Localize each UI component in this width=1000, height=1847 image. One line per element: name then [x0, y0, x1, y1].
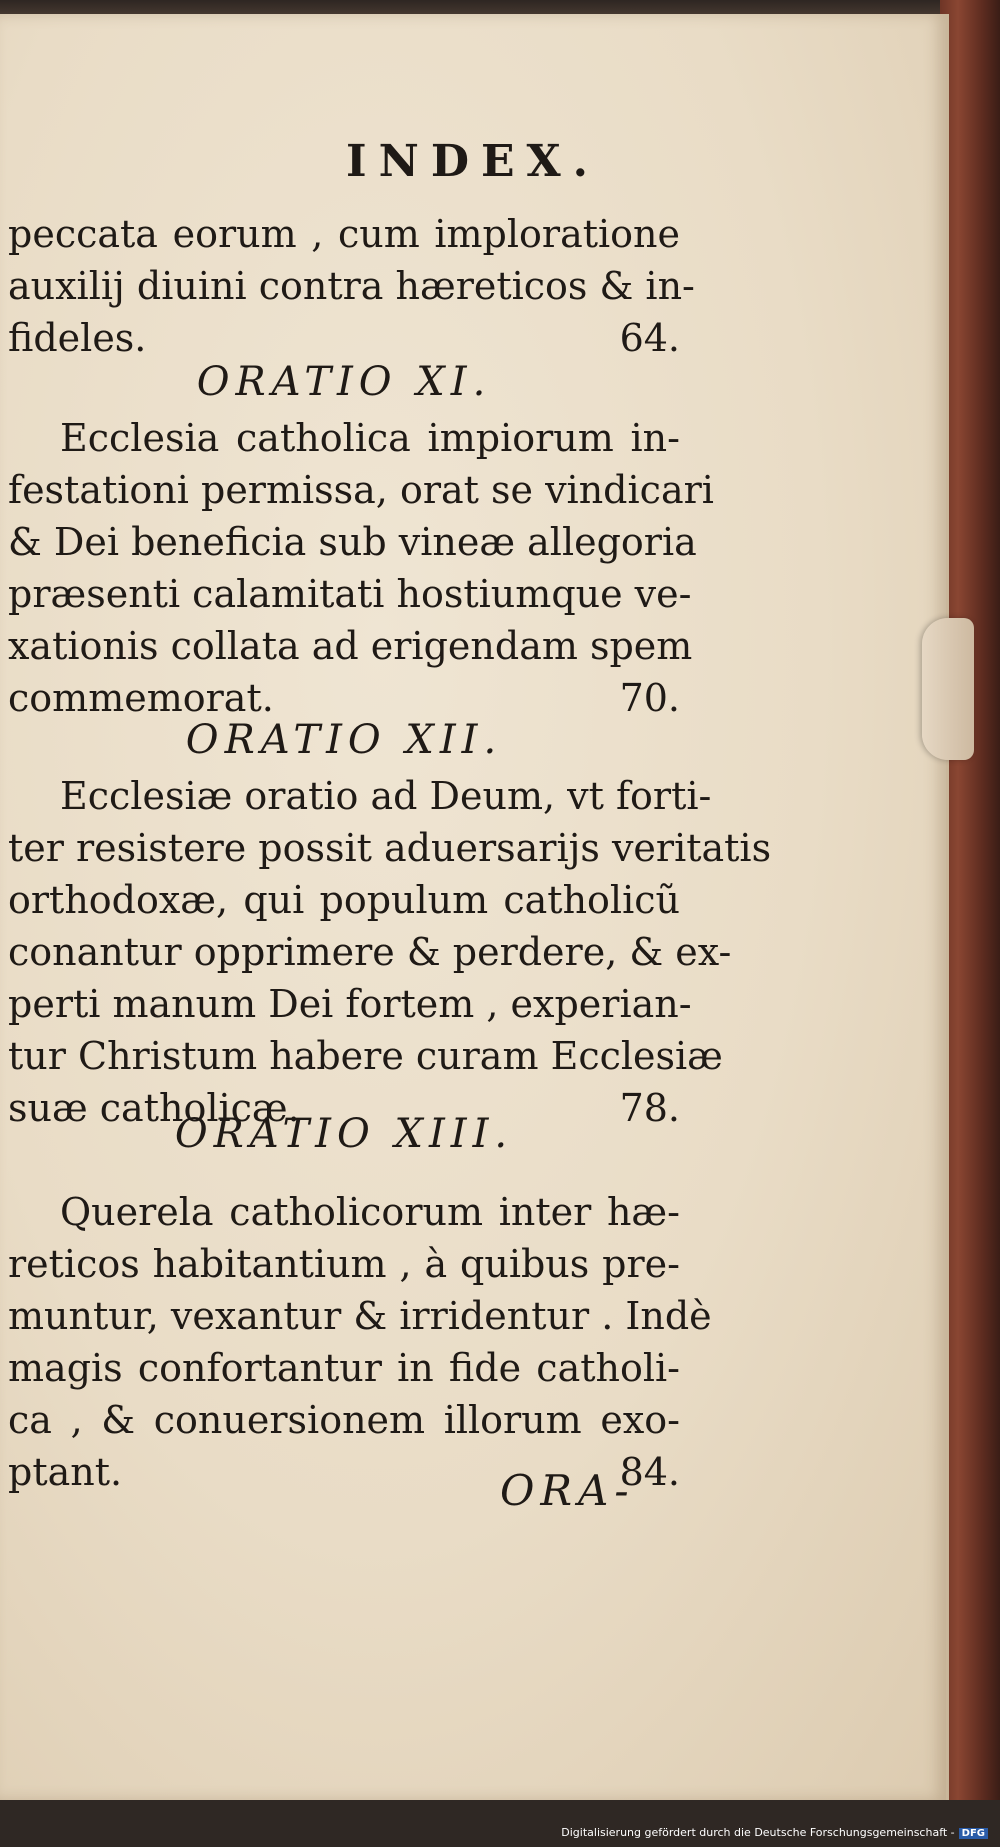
text-line: perti manum Dei fortem , experian- [8, 982, 692, 1026]
text-line: Ecclesia catholica impiorum in- [60, 416, 680, 460]
oration-heading: ORATIO XII. [185, 717, 503, 763]
dfg-logo: DFG [959, 1828, 988, 1839]
text-line: Ecclesiæ oratio ad Deum, vt forti- [60, 774, 712, 818]
page-header: INDEX. [346, 136, 600, 187]
catchword: ORA- [500, 1466, 635, 1515]
index-entry-2 [8, 352, 714, 724]
text-line: muntur, vexantur & irridentur . Indè [8, 1294, 712, 1338]
index-entry-3 [8, 710, 772, 1134]
text-line: ter resistere possit aduersarijs veritatis [8, 826, 772, 870]
page-reference: 64. [619, 316, 680, 360]
text-line: conantur opprimere & perdere, & ex- [8, 930, 732, 974]
text-line-content: suæ catholicæ. [8, 1086, 300, 1130]
oration-heading: ORATIO XIII. [174, 1111, 514, 1157]
oration-heading: ORATIO XI. [196, 359, 492, 405]
text-line-content: commemorat. [8, 676, 274, 720]
text-line: magis confortantur in fide catholi- [8, 1346, 680, 1390]
text-line: Querela catholicorum inter hæ- [60, 1190, 680, 1234]
scan-bottom-strip [0, 1800, 1000, 1847]
credit-text: Digitalisierung gefördert durch die Deutsche Forschungsgemeinschaft - [561, 1826, 955, 1839]
text-line: festationi permissa, orat se vindicari [8, 468, 714, 512]
text-line: auxilij diuini contra hæreticos & in- [8, 264, 695, 308]
page-tab-marker [922, 618, 974, 760]
text-line: peccata eorum , cum imploratione [8, 212, 680, 256]
index-entry-1 [8, 208, 695, 364]
page-reference: 70. [619, 676, 680, 720]
text-line: reticos habitantium , à quibus pre- [8, 1242, 680, 1286]
text-line-content: ptant. [8, 1450, 123, 1494]
text-line: xationis collata ad erigendam spem [8, 624, 693, 668]
text-line: tur Christum habere curam Ecclesiæ [8, 1034, 723, 1078]
book-edge [940, 0, 1000, 1847]
text-line: & Dei beneficia sub vineæ allegoria [8, 520, 697, 564]
text-line: orthodoxæ, qui populum catholicũ [8, 878, 680, 922]
text-line: ca , & conuersionem illorum exo- [8, 1398, 680, 1442]
page-reference: 84. [619, 1450, 680, 1494]
text-line: præsenti calamitati hostiumque ve- [8, 572, 692, 616]
text-line-content: fideles. [8, 316, 147, 360]
index-entry-4 [8, 1104, 712, 1498]
digitization-credit [561, 1826, 988, 1839]
page-reference: 78. [619, 1086, 680, 1130]
